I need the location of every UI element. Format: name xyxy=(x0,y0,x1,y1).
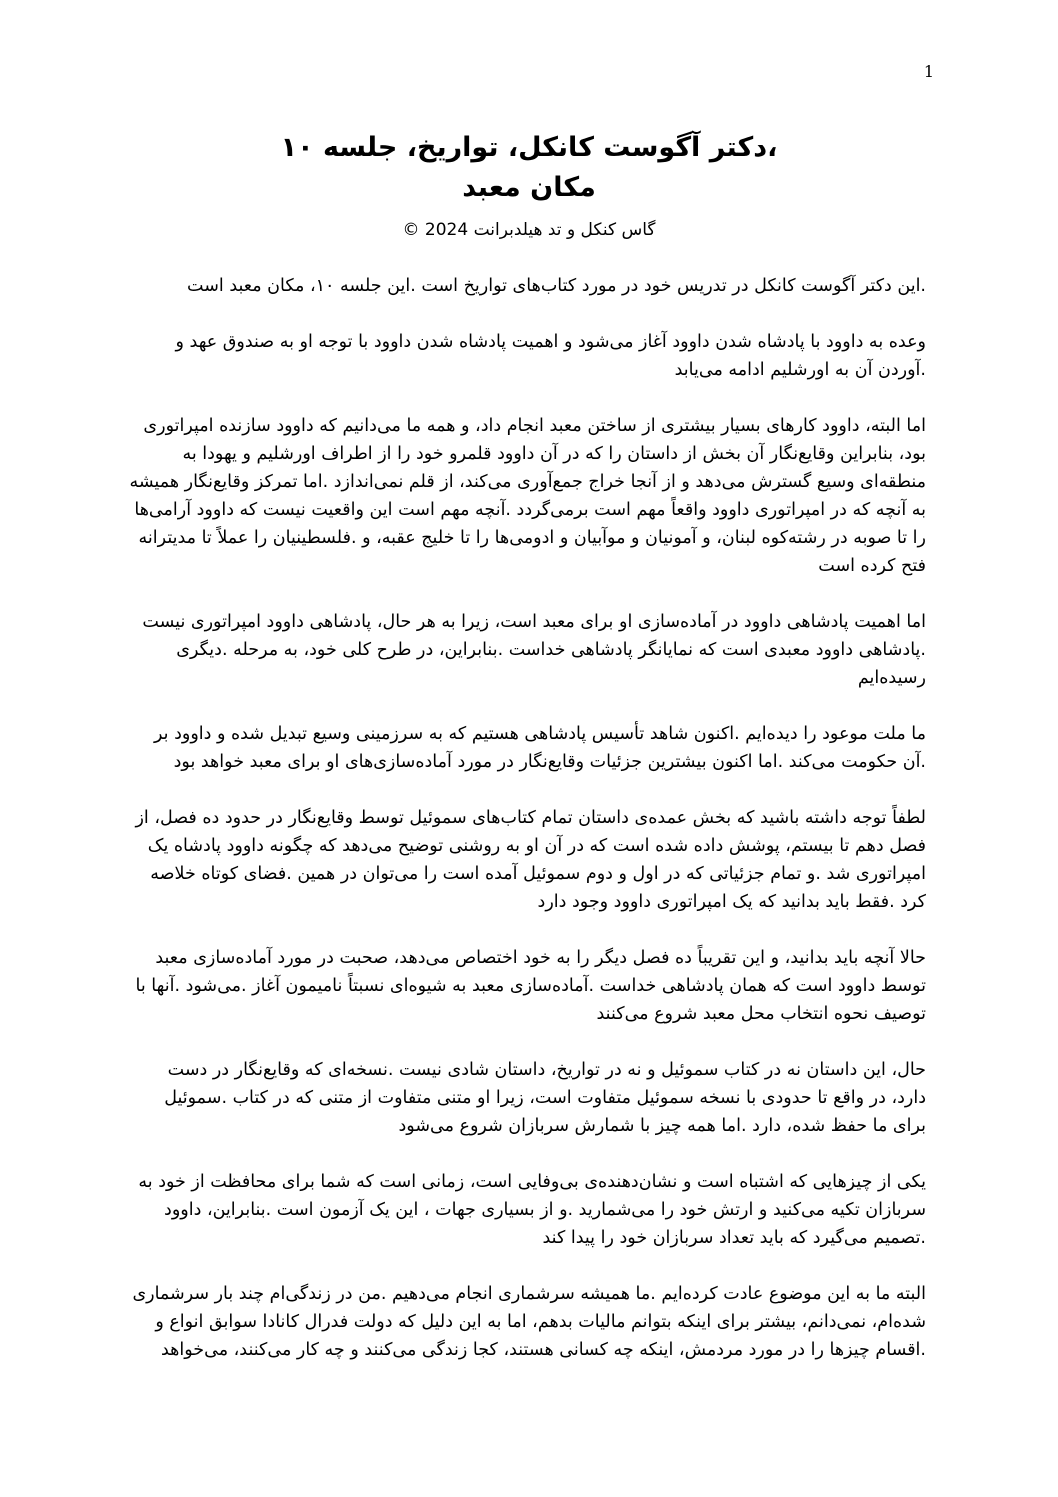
document-header xyxy=(0,128,1058,242)
paragraph-3: اما البته، داوود کارهای بسیار بیشتری از ساختن معبد انجام داد، و همه ما می‌دانیم که داوود سازنده امپراتوری بود، بنابراین وقایع‌نگار آن بخش از داستان را که در آن داوود قلمرو خود را از اطراف اورشلیم و یهودا به منطقه‌ای وسیع گسترش می‌دهد و از آنجا خراج جمع‌آوری می‌کند، از قلم نمی‌اندازد .اما تمرکز وقایع‌نگار همیشه به آنچه که در امپراتوری داوود واقعاً مهم است برمی‌گردد .آنچه مهم است این واقعیت نیست که داوود آرامی‌ها را تا صوبه در رشته‌کوه لبنان، و آمونیان و موآبیان و ادومی‌ها را تا خلیج عقبه، و .فلسطینیان را عملاً تا مدیترانه فتح کرده است xyxy=(129,416,926,576)
paragraph-1: .این دکتر آگوست کانکل در تدریس خود در مورد کتاب‌های تواریخ است .این جلسه ۱۰، مکان معبد است xyxy=(187,276,926,296)
title-line-2: مکان معبد xyxy=(462,172,596,203)
paragraph-8: حال، این داستان نه در کتاب سموئیل و نه در تواریخ، داستان شادی نیست .نسخه‌ای که وقایع‌نگار در دست دارد، در واقع تا حدودی با نسخه سموئیل متفاوت است، زیرا او متنی متفاوت از متنی که در کتاب .سموئیل برای ما حفظ شده، دارد .اما همه چیز با شمارش سربازان شروع می‌شود xyxy=(164,1060,926,1136)
document-body xyxy=(128,272,926,1392)
paragraph-7: حالا آنچه باید بدانید، و این تقریباً ده فصل دیگر را به خود اختصاص می‌دهد، صحبت در مورد آماده‌سازی معبد توسط داوود است که همان پادشاهی خداست .آماده‌سازی معبد به شیوه‌ای نسبتاً نامیمون آغاز .می‌شود .آنها با توصیف نحوه انتخاب محل معبد شروع می‌کنند xyxy=(135,948,926,1024)
paragraph-4: اما اهمیت پادشاهی داوود در آماده‌سازی او برای معبد است، زیرا به هر حال، پادشاهی داوود امپراتوری نیست .پادشاهی داوود معبدی است که نمایانگر پادشاهی خداست .بنابراین، در طرح کلی خود، به مرحله .دیگری رسیده‌ایم xyxy=(142,612,926,688)
paragraph-10: البته ما به این موضوع عادت کرده‌ایم .ما همیشه سرشماری انجام می‌دهیم .من در زندگی‌ام چند بار سرشماری شده‌ام، نمی‌دانم، بیشتر برای اینکه بتوانم مالیات بدهم، اما به این دلیل که دولت فدرال کانادا سوابق انواع و .اقسام چیزها را در مورد مردمش، اینکه چه کسانی هستند، کجا زندگی می‌کنند و چه کار می‌کنند، می‌خواهد xyxy=(132,1284,926,1360)
paragraph-9: یکی از چیزهایی که اشتباه است و نشان‌دهنده‌ی بی‌وفایی است، زمانی است که شما برای محافظت از خود به سربازان تکیه می‌کنید و ارتش خود را می‌شمارید .و از بسیاری جهات ، این یک آزمون است .بنابراین، داوود .تصمیم می‌گیرد که باید تعداد سربازان خود را پیدا کند xyxy=(138,1172,926,1248)
copyright-line: گاس کنکل و تد هیلدبرانت 2024 © xyxy=(402,220,656,240)
paragraph-2: وعده به داوود با پادشاه شدن داوود آغاز می‌شود و اهمیت پادشاه شدن داوود با توجه او به صندوق عهد و .آوردن آن به اورشلیم ادامه می‌یابد xyxy=(175,332,926,380)
title-line-1: ،دکتر آگوست کانکل، تواریخ، جلسه ۱۰ xyxy=(280,132,778,163)
page-number: 1 xyxy=(923,62,934,81)
paragraph-5: ما ملت موعود را دیده‌ایم .اکنون شاهد تأسیس پادشاهی هستیم که به سرزمینی وسیع تبدیل شده و داوود بر .آن حکومت می‌کند .اما اکنون بیشترین جزئیات وقایع‌نگار در مورد آماده‌سازی‌های او برای معبد خواهد بود xyxy=(153,724,926,772)
paragraph-6: لطفاً توجه داشته باشید که بخش عمده‌ی داستان تمام کتاب‌های سموئیل توسط وقایع‌نگار در حدود ده فصل، از فصل دهم تا بیستم، پوشش داده شده است که در آن او به روشنی توضیح می‌دهد که چگونه داوود پادشاه یک امپراتوری شد .و تمام جزئیاتی که در اول و دوم سموئیل آمده است را می‌توان در همین .فضای کوتاه خلاصه کرد .فقط باید بدانید که یک امپراتوری داوود وجود دارد xyxy=(135,808,926,912)
